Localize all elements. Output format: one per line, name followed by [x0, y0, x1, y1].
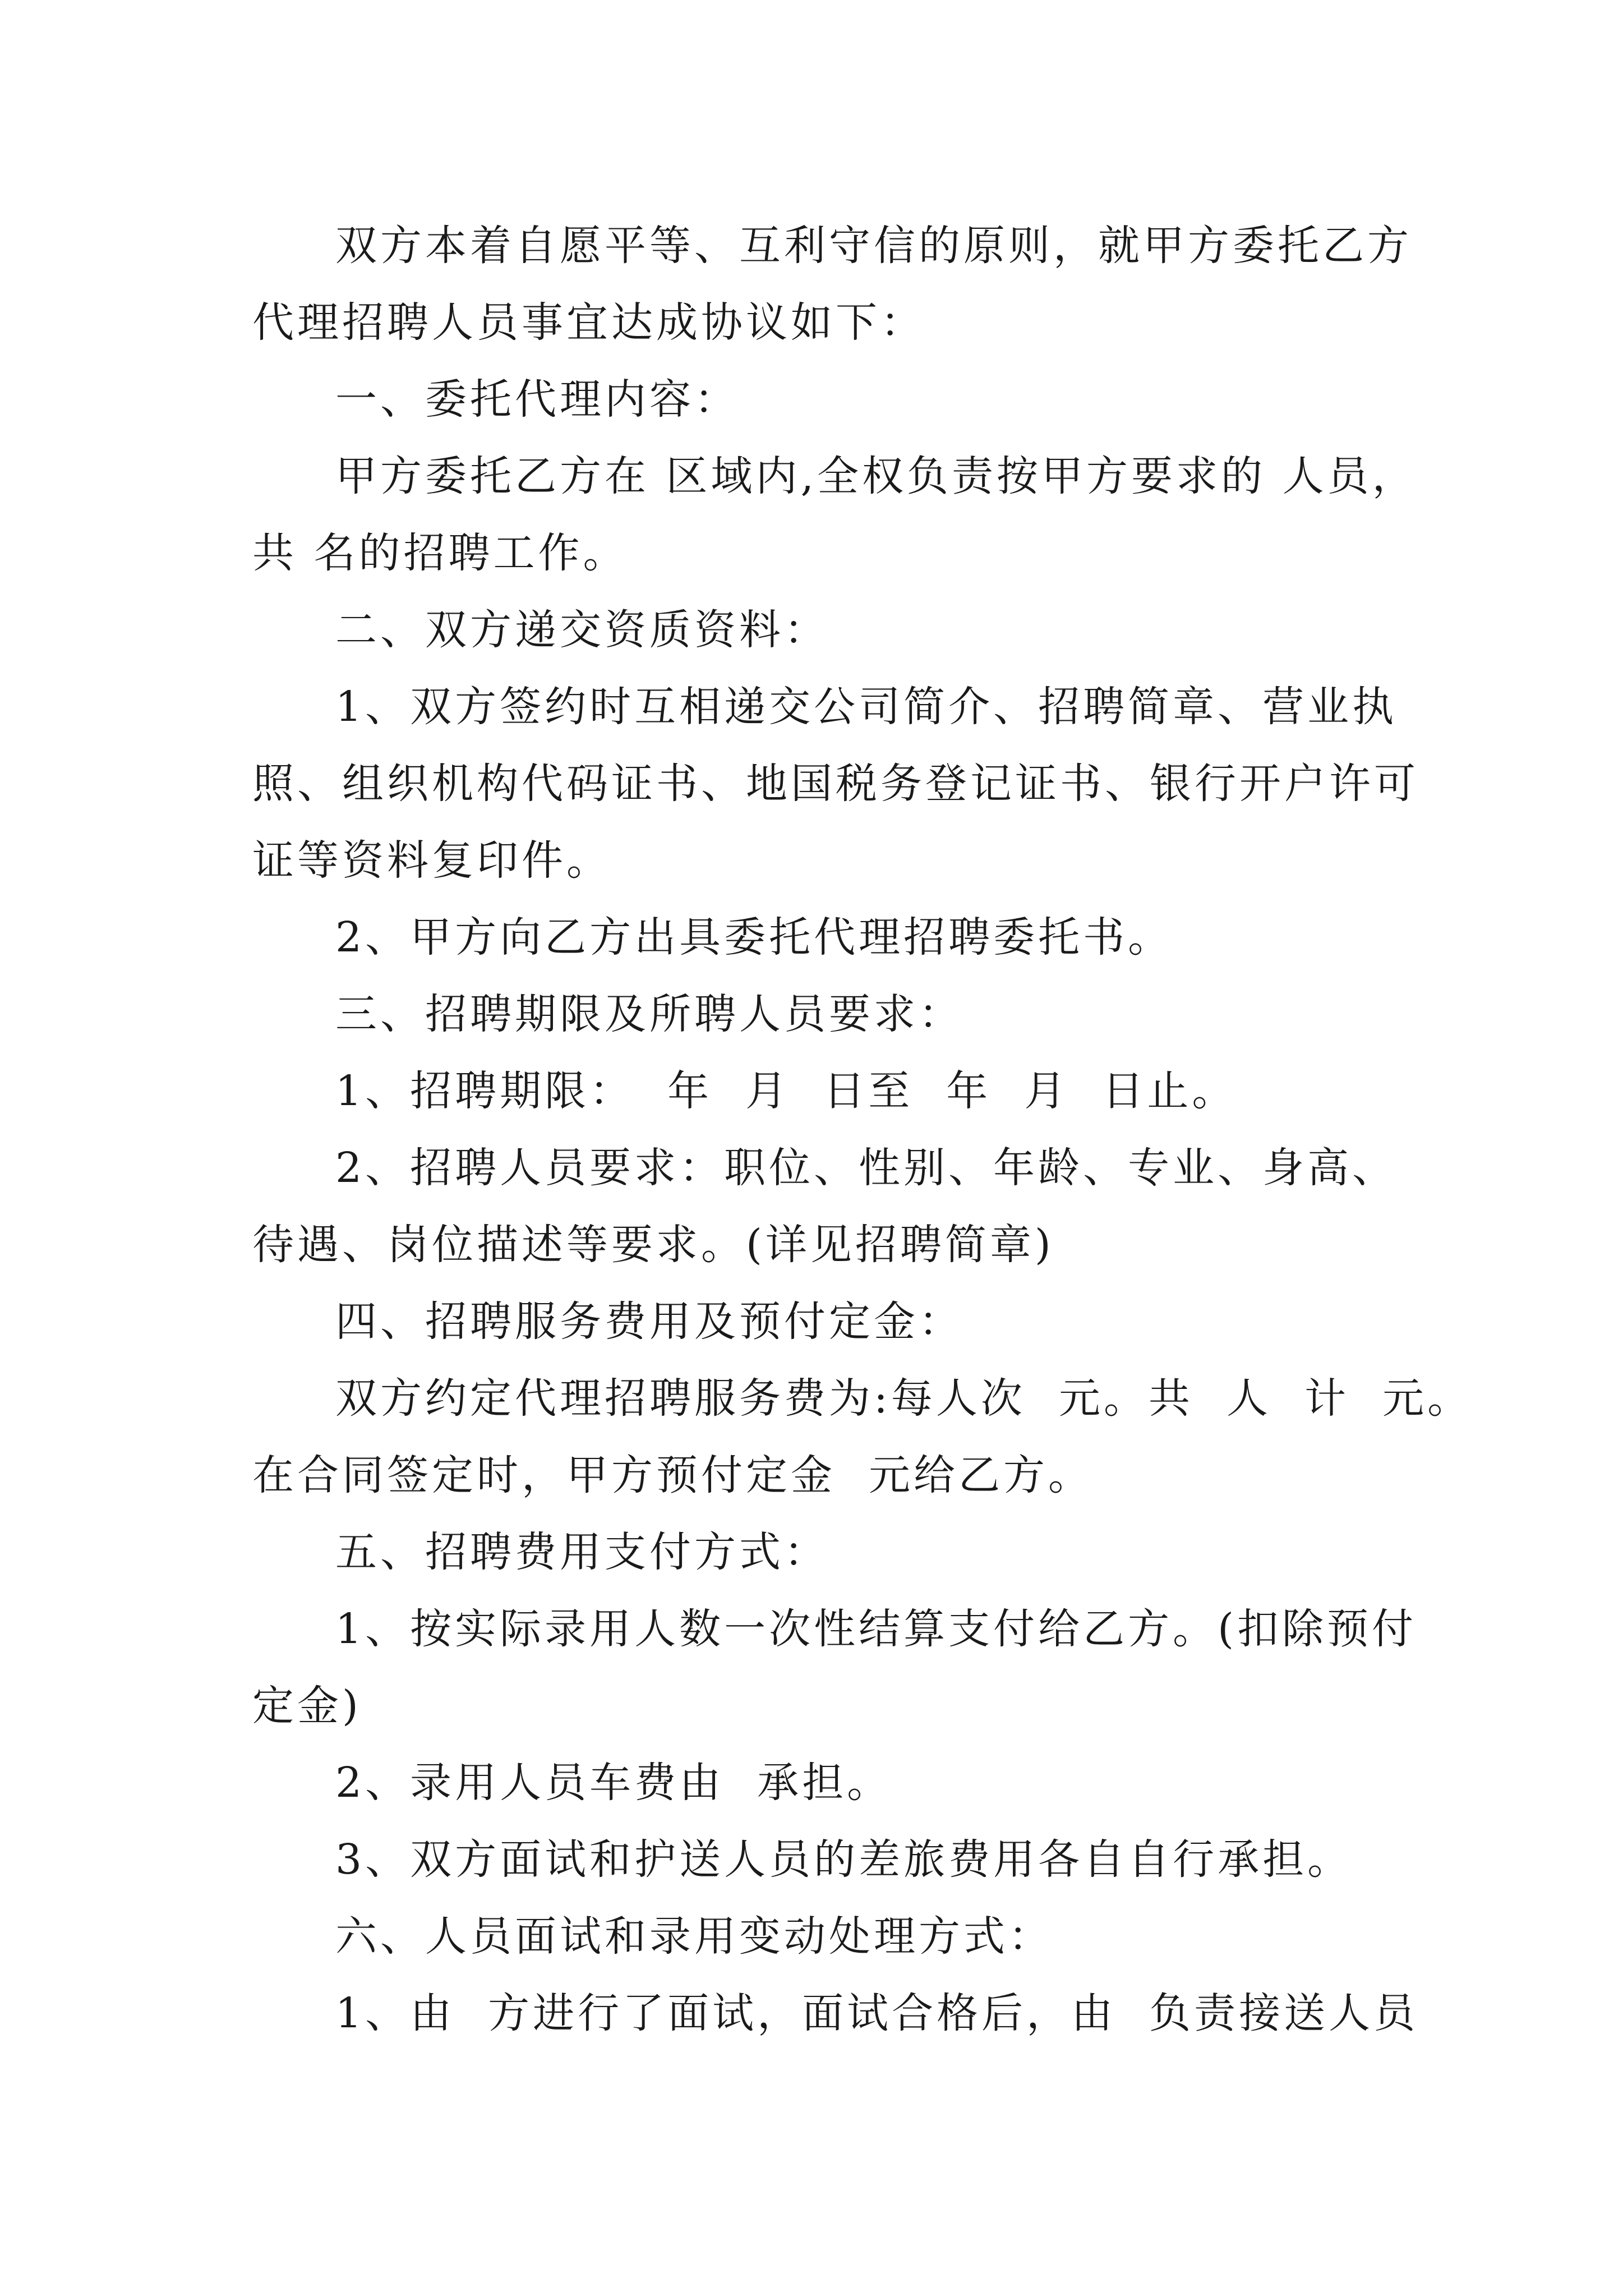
- section-heading: 二、双方递交资质资料：: [335, 606, 829, 654]
- paragraph-line: 证等资料复印件。: [252, 836, 611, 885]
- paragraph-line: 在合同签定时，甲方预付定金 元给乙方。: [252, 1451, 1094, 1499]
- paragraph-line: 待遇、岗位描述等要求。(详见招聘简章): [252, 1221, 1054, 1269]
- paragraph-line: 1、双方签约时互相递交公司简介、招聘简章、营业执: [335, 683, 1398, 731]
- paragraph-line: 照、组织机构代码证书、地国税务登记证书、银行开户许可: [252, 760, 1419, 808]
- paragraph-line: 1、招聘期限： 年 月 日至 年 月 日止。: [335, 1067, 1237, 1115]
- paragraph-line: 2、招聘人员要求：职位、性别、年龄、专业、身高、: [335, 1144, 1398, 1192]
- paragraph-line: 2、甲方向乙方出具委托代理招聘委托书。: [335, 913, 1173, 961]
- paragraph-line: 1、由 方进行了面试，面试合格后，由 负责接送人员: [335, 1989, 1419, 2037]
- paragraph-line: 3、双方面试和护送人员的差旅费用各自自行承担。: [335, 1835, 1353, 1884]
- document-body: [252, 208, 1473, 2052]
- section-heading: 一、委托代理内容：: [335, 375, 739, 424]
- section-heading: 五、招聘费用支付方式：: [335, 1528, 829, 1576]
- paragraph-line: 2、录用人员车费由 承担。: [335, 1759, 892, 1807]
- paragraph-line: 双方约定代理招聘服务费为:每人次 元。共 人 计 元。: [335, 1374, 1473, 1423]
- section-heading: 三、招聘期限及所聘人员要求：: [335, 990, 963, 1038]
- paragraph-line: 1、按实际录用人数一次性结算支付给乙方。(扣除预付: [335, 1605, 1417, 1653]
- paragraph-line: 共 名的招聘工作。: [252, 529, 628, 577]
- section-heading: 四、招聘服务费用及预付定金：: [335, 1297, 963, 1346]
- paragraph-line: 双方本着自愿平等、互利守信的原则，就甲方委托乙方: [335, 222, 1412, 270]
- section-heading: 六、人员面试和录用变动处理方式：: [335, 1912, 1053, 1961]
- paragraph-line: 定金): [252, 1682, 362, 1730]
- paragraph-line: 甲方委托乙方在 区域内,全权负责按甲方要求的 人员，: [335, 452, 1417, 500]
- paragraph-line: 代理招聘人员事宜达成协议如下：: [252, 298, 925, 347]
